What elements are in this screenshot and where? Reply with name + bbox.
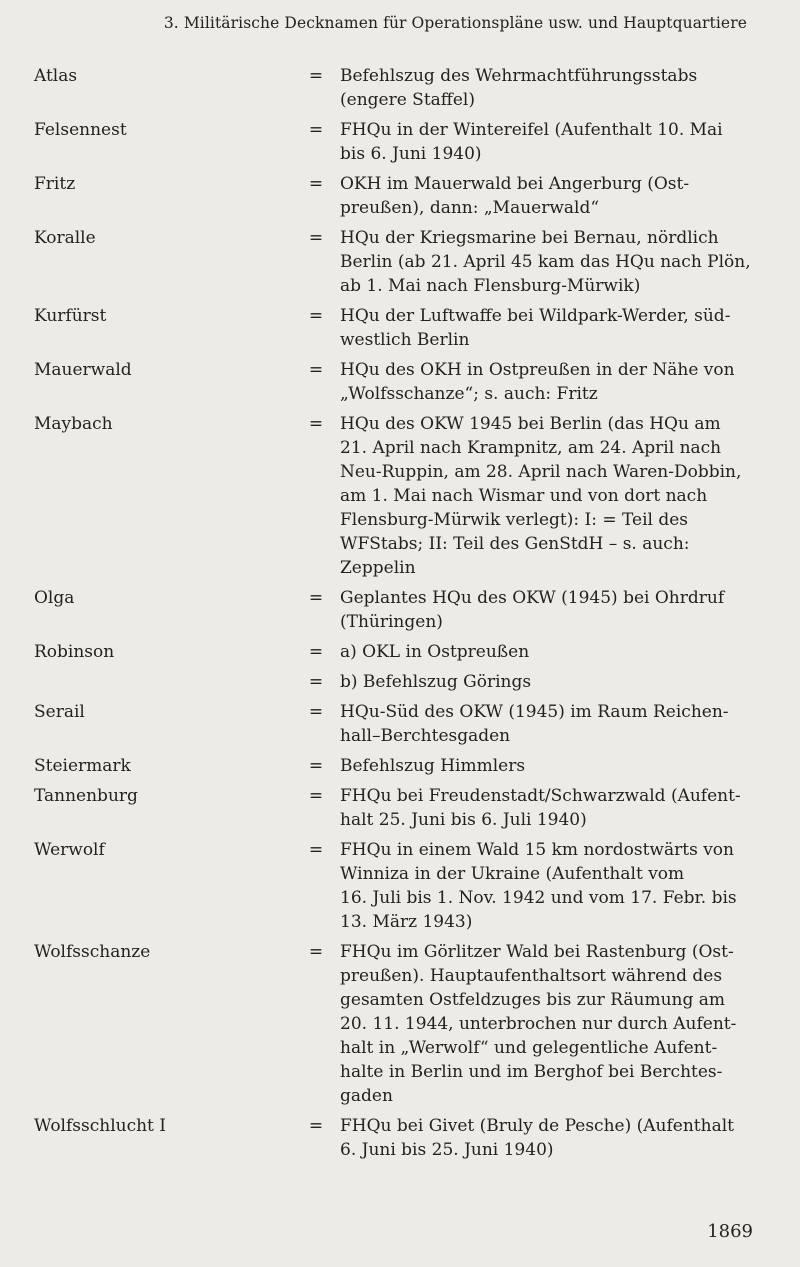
glossary-entry [34, 700, 754, 748]
glossary-entry [34, 64, 754, 112]
entry-definition [340, 358, 768, 406]
definition-line: (Thüringen) [340, 612, 443, 632]
glossary-entry [34, 172, 754, 220]
glossary-entry [34, 304, 754, 352]
definition-line: ab 1. Mai nach Flensburg-Mürwik) [340, 276, 641, 296]
glossary-entry [34, 784, 754, 832]
entry-term [34, 670, 292, 694]
entry-definition [340, 754, 768, 778]
equals-sign: = [308, 756, 324, 776]
definition-line: 6. Juni bis 25. Juni 1940) [340, 1140, 554, 1160]
glossary-entry [34, 838, 754, 934]
entry-term: Wolfsschlucht I [34, 1116, 167, 1136]
entry-definition [340, 412, 768, 580]
glossary-entry [34, 670, 754, 694]
glossary-list [34, 64, 754, 1168]
equals-sign: = [308, 1116, 324, 1136]
entry-definition [340, 670, 768, 694]
definition-line: HQu-Süd des OKW (1945) im Raum Reichen- [340, 702, 729, 722]
definition-line: b) Befehlszug Görings [340, 672, 532, 692]
entry-term: Maybach [34, 414, 113, 434]
definition-line: Geplantes HQu des OKW (1945) bei Ohrdruf [340, 588, 725, 608]
definition-line: westlich Berlin [340, 330, 470, 350]
definition-line: FHQu im Görlitzer Wald bei Rastenburg (Ost- [340, 942, 734, 962]
definition-line: Berlin (ab 21. April 45 kam das HQu nach Plön, [340, 252, 751, 272]
entry-term: Tannenburg [34, 786, 138, 806]
page-number: 1869 [707, 1221, 753, 1242]
entry-definition [340, 784, 768, 832]
definition-line: gesamten Ostfeldzuges bis zur Räumung am [340, 990, 726, 1010]
definition-line: Befehlszug des Wehrmachtführungsstabs [340, 66, 698, 86]
entry-definition [340, 172, 768, 220]
entry-term: Robinson [34, 642, 115, 662]
entry-term: Atlas [34, 66, 78, 86]
entry-definition [340, 700, 768, 748]
definition-line: Flensburg-Mürwik verlegt): I: = Teil des [340, 510, 689, 530]
entry-term: Olga [34, 588, 75, 608]
equals-sign: = [308, 786, 324, 806]
definition-line: FHQu in der Wintereifel (Aufenthalt 10. Mai [340, 120, 723, 140]
equals-sign: = [308, 306, 324, 326]
definition-line: HQu des OKW 1945 bei Berlin (das HQu am [340, 414, 721, 434]
definition-line: HQu des OKH in Ostpreußen in der Nähe von [340, 360, 735, 380]
equals-sign: = [308, 588, 324, 608]
equals-sign: = [308, 120, 324, 140]
definition-line: FHQu bei Freudenstadt/Schwarzwald (Aufent- [340, 786, 741, 806]
entry-term: Serail [34, 702, 85, 722]
equals-sign: = [308, 414, 324, 434]
equals-sign: = [308, 840, 324, 860]
entry-term: Werwolf [34, 840, 105, 860]
entry-definition [340, 640, 768, 664]
glossary-entry [34, 412, 754, 580]
definition-line: HQu der Kriegsmarine bei Bernau, nördlich [340, 228, 719, 248]
equals-sign: = [308, 642, 324, 662]
definition-line: „Wolfsschanze“; s. auch: Fritz [340, 384, 598, 404]
entry-term: Mauerwald [34, 360, 132, 380]
entry-term: Steiermark [34, 756, 131, 776]
definition-line: Befehlszug Himmlers [340, 756, 526, 776]
glossary-entry [34, 358, 754, 406]
definition-line: halt in „Werwolf“ und gelegentliche Aufent- [340, 1038, 718, 1058]
definition-line: WFStabs; II: Teil des GenStdH – s. auch: [340, 534, 690, 554]
definition-line: gaden [340, 1086, 393, 1106]
entry-term: Kurfürst [34, 306, 107, 326]
entry-definition [340, 118, 768, 166]
entry-definition [340, 64, 768, 112]
equals-sign: = [308, 66, 324, 86]
definition-line: preußen). Hauptaufenthaltsort während des [340, 966, 723, 986]
equals-sign: = [308, 942, 324, 962]
glossary-entry [34, 1114, 754, 1162]
entry-term: Koralle [34, 228, 96, 248]
definition-line: am 1. Mai nach Wismar und von dort nach [340, 486, 708, 506]
glossary-entry [34, 640, 754, 664]
definition-line: (engere Staffel) [340, 90, 475, 110]
equals-sign: = [308, 174, 324, 194]
entry-definition [340, 586, 768, 634]
entry-definition [340, 940, 768, 1108]
definition-line: a) OKL in Ostpreußen [340, 642, 530, 662]
entry-term: Fritz [34, 174, 76, 194]
definition-line: preußen), dann: „Mauerwald“ [340, 198, 600, 218]
definition-line: Zeppelin [340, 558, 416, 578]
entry-term: Felsennest [34, 120, 127, 140]
equals-sign: = [308, 672, 324, 692]
glossary-entry [34, 586, 754, 634]
equals-sign: = [308, 702, 324, 722]
definition-line: Neu-Ruppin, am 28. April nach Waren-Dobbin, [340, 462, 742, 482]
definition-line: HQu der Luftwaffe bei Wildpark-Werder, süd- [340, 306, 731, 326]
entry-term: Wolfsschanze [34, 942, 151, 962]
definition-line: halte in Berlin und im Berghof bei Berchtes- [340, 1062, 723, 1082]
entry-definition [340, 1114, 768, 1162]
definition-line: 13. März 1943) [340, 912, 473, 932]
glossary-entry [34, 940, 754, 1108]
entry-definition [340, 304, 768, 352]
entry-definition [340, 838, 768, 934]
equals-sign: = [308, 360, 324, 380]
glossary-entry [34, 754, 754, 778]
definition-line: halt 25. Juni bis 6. Juli 1940) [340, 810, 587, 830]
running-header: 3. Militärische Decknamen für Operationspläne usw. und Hauptquartiere [163, 14, 747, 32]
definition-line: 21. April nach Krampnitz, am 24. April nach [340, 438, 722, 458]
definition-line: 16. Juli bis 1. Nov. 1942 und vom 17. Febr. bis [340, 888, 737, 908]
equals-sign: = [308, 228, 324, 248]
glossary-entry [34, 118, 754, 166]
definition-line: OKH im Mauerwald bei Angerburg (Ost- [340, 174, 690, 194]
entry-definition [340, 226, 768, 298]
definition-line: hall–Berchtesgaden [340, 726, 511, 746]
definition-line: Winniza in der Ukraine (Aufenthalt vom [340, 864, 685, 884]
definition-line: 20. 11. 1944, unterbrochen nur durch Aufent- [340, 1014, 737, 1034]
glossary-entry [34, 226, 754, 298]
definition-line: FHQu bei Givet (Bruly de Pesche) (Aufenthalt [340, 1116, 734, 1136]
definition-line: FHQu in einem Wald 15 km nordostwärts von [340, 840, 734, 860]
definition-line: bis 6. Juni 1940) [340, 144, 482, 164]
